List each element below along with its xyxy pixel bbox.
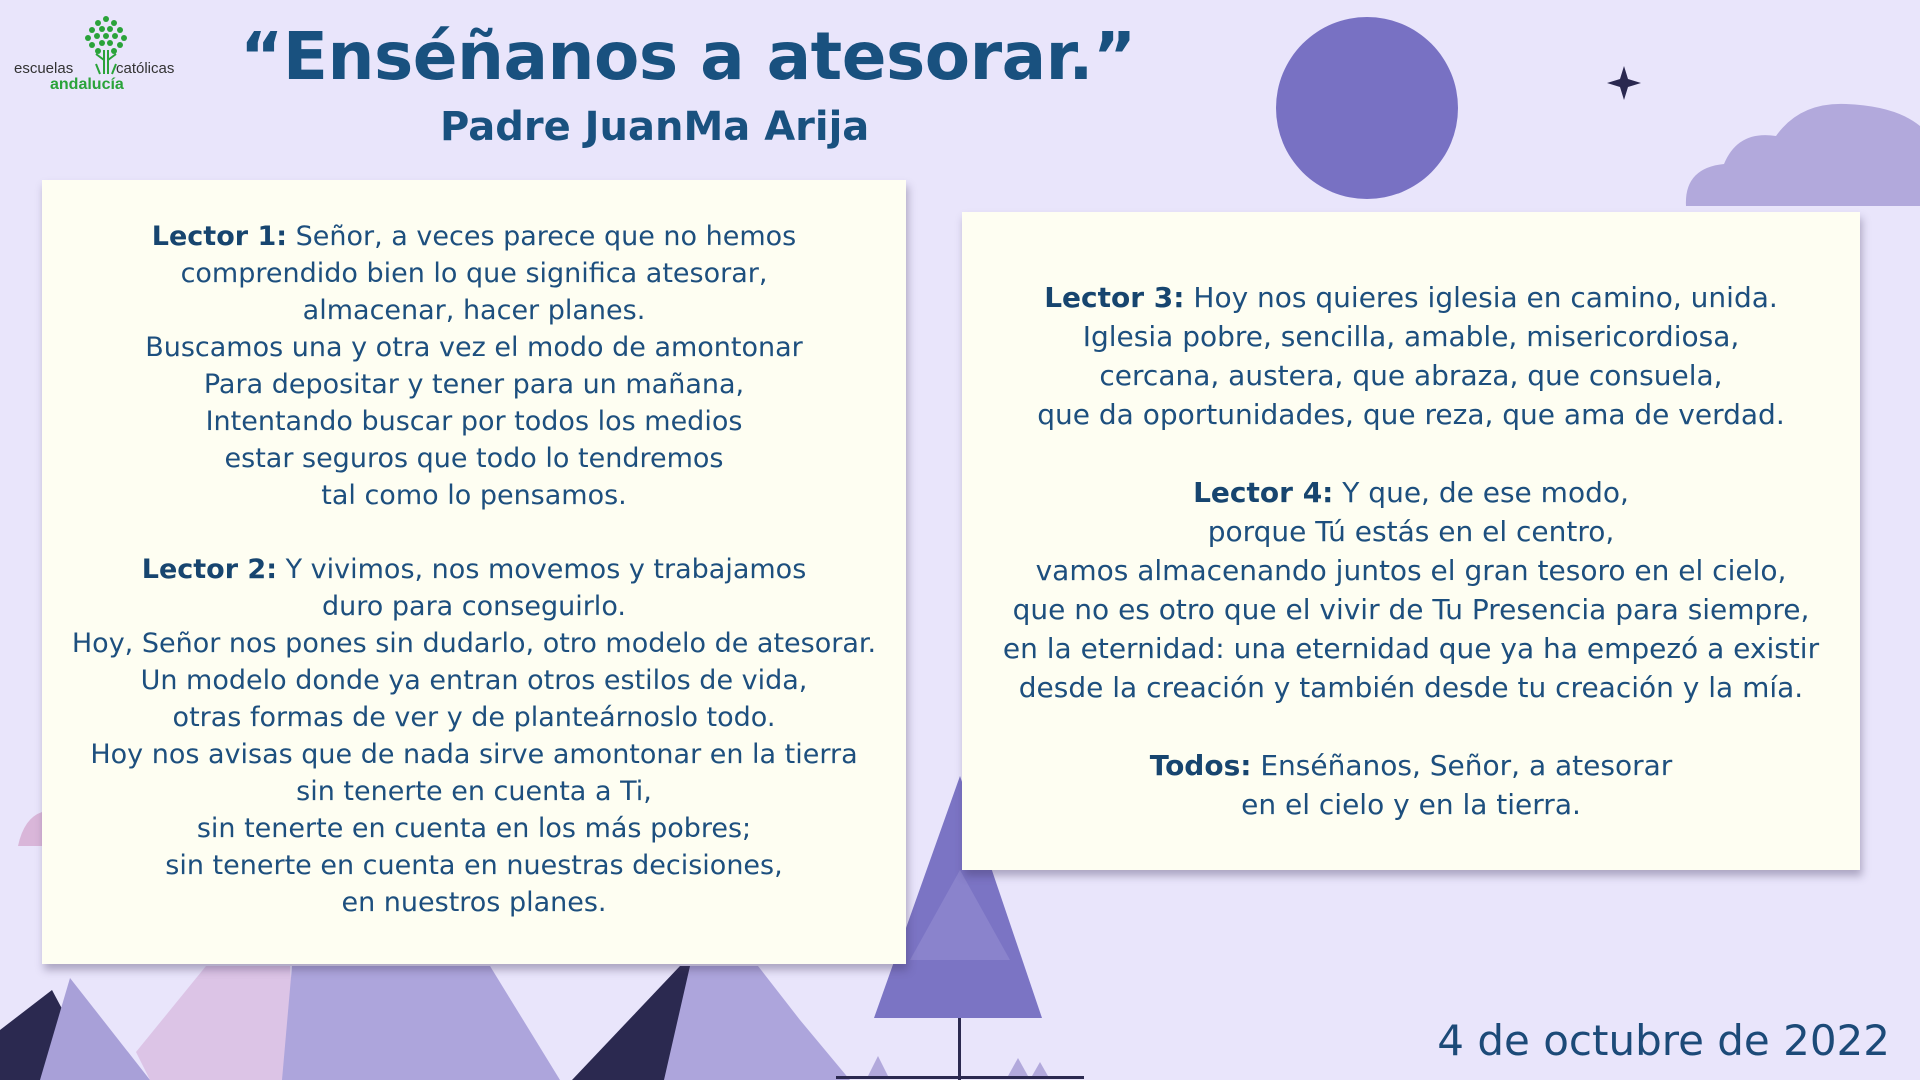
reading-card-right	[962, 212, 1860, 870]
decor-shape	[18, 812, 42, 846]
reading-card-left	[42, 180, 906, 964]
reading-line: en el cielo y en la tierra.	[1241, 788, 1581, 821]
reading-line: que da oportunidades, que reza, que ama de verdad.	[1037, 398, 1785, 431]
reading-line: vamos almacenando juntos el gran tesoro en el cielo,	[1035, 554, 1787, 587]
lector1-text: Señor, a veces parece que no hemos	[287, 221, 797, 252]
reading-line: Buscamos una y otra vez el modo de amontonar	[145, 332, 803, 363]
bush-shape	[1008, 1058, 1028, 1076]
todos-text: Enséñanos, Señor, a atesorar	[1251, 749, 1673, 782]
logo-text-left: escuelas	[14, 60, 74, 77]
lector3-label: Lector 3:	[1044, 281, 1185, 314]
lector1-label: Lector 1:	[151, 221, 288, 252]
tree-trunk	[958, 1018, 961, 1080]
logo	[10, 14, 188, 98]
reading-line: sin tenerte en cuenta a Ti,	[296, 776, 652, 807]
reading-line: otras formas de ver y de planteárnoslo todo.	[172, 702, 776, 733]
cloud-shape	[1686, 104, 1920, 206]
reading-line: porque Tú estás en el centro,	[1207, 515, 1615, 548]
reading-line: en la eternidad: una eternidad que ya ha empezó a existir	[1002, 632, 1820, 665]
reading-line: estar seguros que todo lo tendremos	[224, 443, 724, 474]
lector3-first-line	[962, 278, 1860, 317]
spacer	[962, 434, 1860, 473]
moon-shape	[1276, 17, 1458, 199]
bush-shape	[1032, 1062, 1048, 1076]
lector4-first-line	[962, 473, 1860, 512]
reading-line: sin tenerte en cuenta en nuestras decisiones,	[165, 850, 783, 881]
lector4-text: Y que, de ese modo,	[1333, 476, 1629, 509]
lector2-label: Lector 2:	[141, 554, 278, 585]
logo-text-bottom: andalucía	[50, 76, 124, 93]
reading-line: Hoy nos avisas que de nada sirve amontonar en la tierra	[90, 739, 858, 770]
reading-line: cercana, austera, que abraza, que consuela,	[1099, 359, 1723, 392]
lector2-first-line	[42, 551, 906, 588]
reading-line: Intentando buscar por todos los medios	[205, 406, 743, 437]
star-icon	[1607, 66, 1641, 100]
reading-line: Un modelo donde ya entran otros estilos de vida,	[140, 665, 808, 696]
reading-line: duro para conseguirlo.	[322, 591, 626, 622]
page-title: “Enséñanos a atesorar.”	[240, 18, 1136, 95]
lector4-label: Lector 4:	[1193, 476, 1334, 509]
todos-first-line	[962, 746, 1860, 785]
mountain-shape	[664, 966, 850, 1080]
todos-label: Todos:	[1149, 749, 1252, 782]
reading-line: almacenar, hacer planes.	[302, 295, 646, 326]
lector2-text: Y vivimos, nos movemos y trabajamos	[277, 554, 807, 585]
mountain-shape	[136, 966, 300, 1080]
reading-line: en nuestros planes.	[341, 887, 607, 918]
mountain-shape	[282, 966, 560, 1080]
logo-text-right: católicas	[116, 60, 175, 77]
mountain-shape	[40, 978, 150, 1080]
reading-line: que no es otro que el vivir de Tu Presencia para siempre,	[1012, 593, 1810, 626]
reading-line: desde la creación y también desde tu creación y la mía.	[1018, 671, 1804, 704]
reading-line: sin tenerte en cuenta en los más pobres;	[196, 813, 752, 844]
date-label: 4 de octubre de 2022	[1437, 1016, 1890, 1065]
reading-line: Para depositar y tener para un mañana,	[203, 369, 745, 400]
spacer	[962, 707, 1860, 746]
reading-line: tal como lo pensamos.	[321, 480, 627, 511]
lector3-text: Hoy nos quieres iglesia en camino, unida.	[1184, 281, 1778, 314]
lector1-first-line	[42, 218, 906, 255]
spacer	[42, 514, 906, 551]
bush-shape	[868, 1056, 888, 1076]
page-subtitle: Padre JuanMa Arija	[440, 104, 870, 150]
reading-line: comprendido bien lo que significa atesorar,	[180, 258, 768, 289]
reading-line: Hoy, Señor nos pones sin dudarlo, otro modelo de atesorar.	[71, 628, 877, 659]
ground-line	[836, 1076, 1084, 1079]
reading-line: Iglesia pobre, sencilla, amable, misericordiosa,	[1082, 320, 1740, 353]
